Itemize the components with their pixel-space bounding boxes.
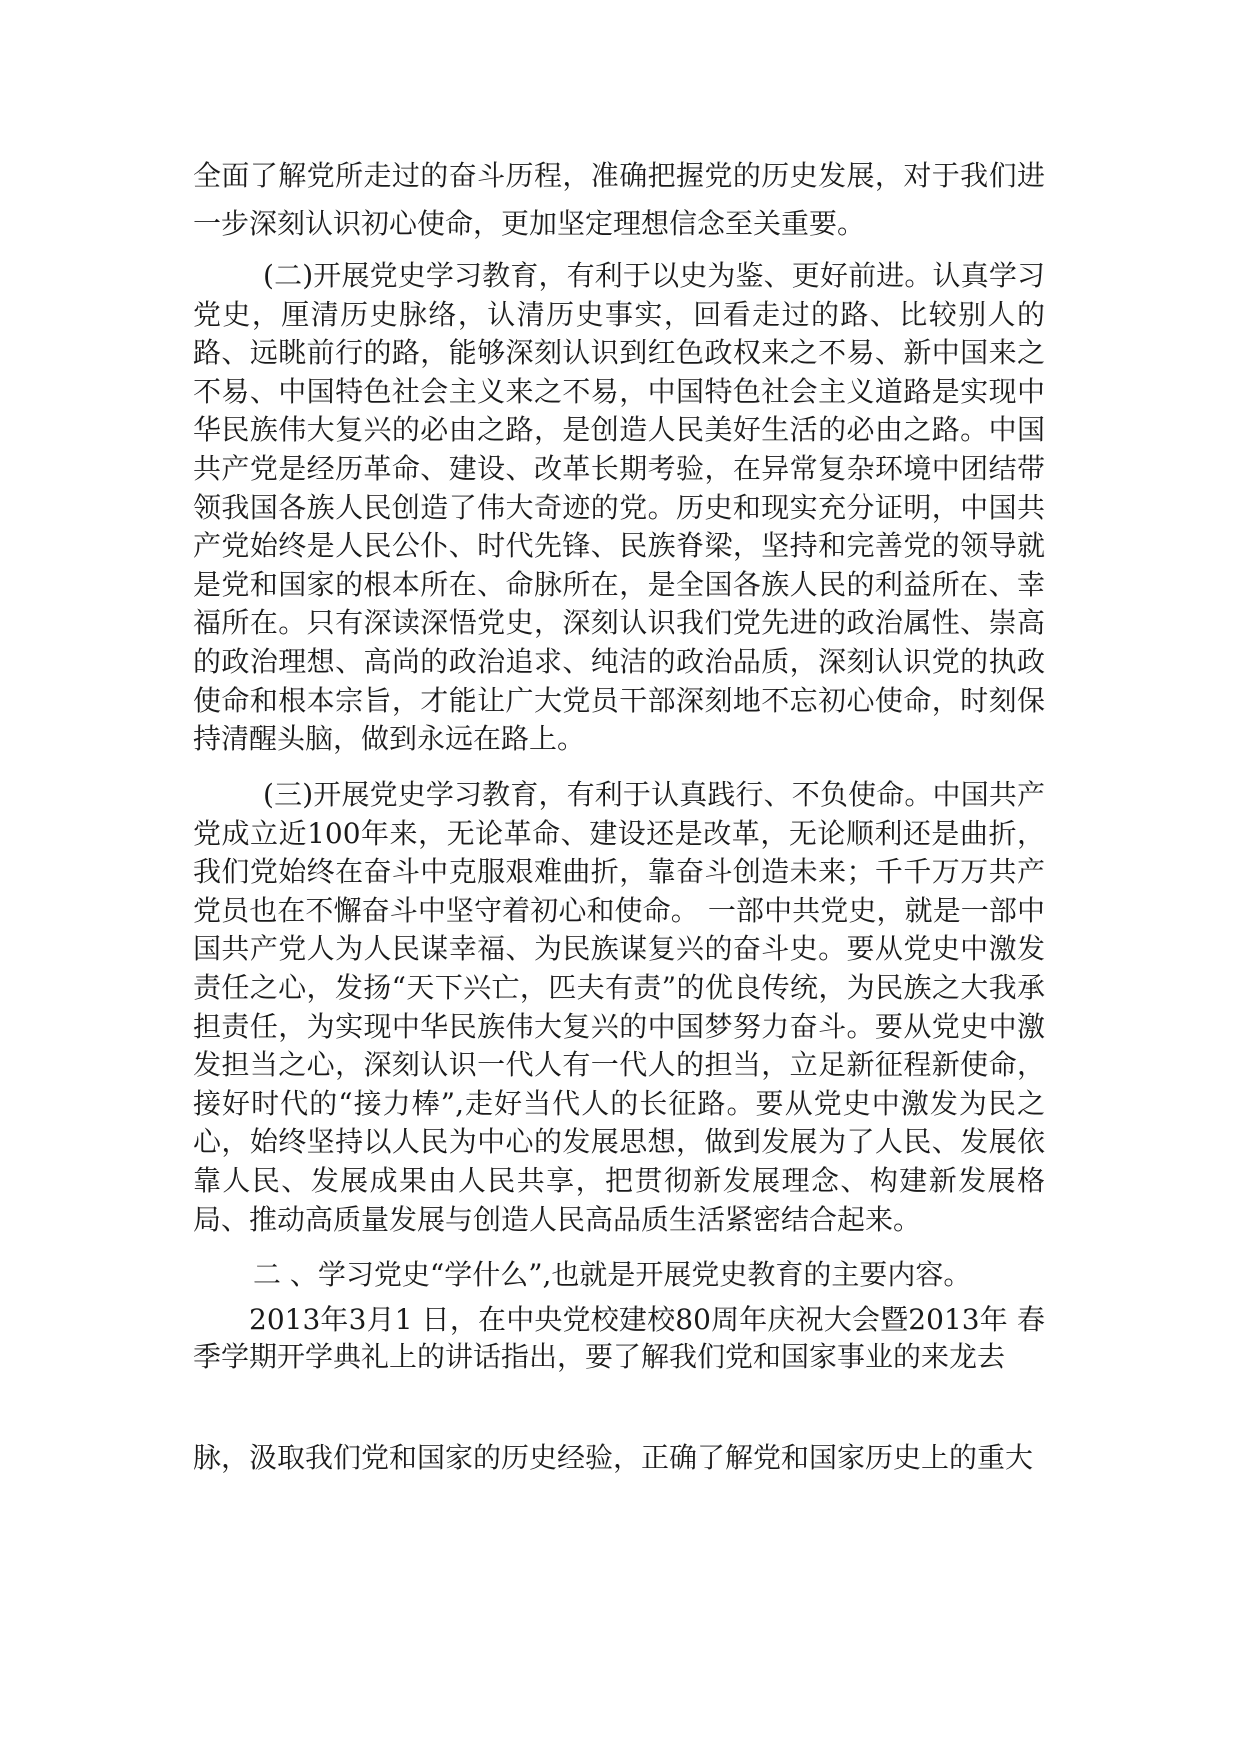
paragraph-2: (二)开展党史学习教育，有利于以史为鉴、更好前进。认真学习党史，厘清历史脉络，认清历史事实，回看走过的路、比较别人的路、远眺前行的路，能够深刻认识到红色政权来之不易、新中国来之不易、中国特色社会主义来之不易，中国特色社会主义道路是实现中华民族伟大复兴的必由之路，是创造人民美好生活的必由之路。中国共产党是经历革命、建设、改革长期考验，在异常复杂环境中团结带领我国各族人民创造了伟大奇迹的党。历史和现实充分证明，中国共产党始终是人民公仆、时代先锋、民族脊梁，坚持和完善党的领导就是党和国家的根本所在、命脉所在，是全国各族人民的利益所在、幸福所在。只有深读深悟党史，深刻认识我们党先进的政治属性、崇高的政治理想、高尚的政治追求、纯洁的政治品质，深刻认识党的执政使命和根本宗旨，才能让广大党员干部深刻地不忘初心使命，时刻保持清醒头脑，做到永远在路上。 [193, 259, 1045, 756]
section-heading-block [193, 1256, 1045, 1295]
paragraph-block-6 [193, 1439, 1045, 1478]
paragraph-block-1 [193, 152, 1045, 248]
paragraph-block-2 [193, 257, 1045, 759]
paragraph-5: 2013年3月1 日，在中央党校建校80周年庆祝大会暨2013年 春季学期开学典礼上的讲话指出，要了解我们党和国家事业的来龙去 [193, 1303, 1045, 1373]
section-heading: 二 、学习党史“学什么”,也就是开展党史教育的主要内容。 [253, 1258, 972, 1291]
paragraph-block-3 [193, 776, 1045, 1239]
paragraph-block-5 [193, 1301, 1045, 1375]
paragraph-1: 全面了解党所走过的奋斗历程，准确把握党的历史发展，对于我们进一步深刻认识初心使命，更加坚定理想信念至关重要。 [193, 159, 1045, 240]
paragraph-6: 脉，汲取我们党和国家的历史经验，正确了解党和国家历史上的重大 [193, 1441, 1034, 1474]
paragraph-3: (三)开展党史学习教育，有利于认真践行、不负使命。中国共产党成立近100年来，无论革命、建设还是改革，无论顺利还是曲折，我们党始终在奋斗中克服艰难曲折，靠奋斗创造未来；千千万万共产党员也在不懈奋斗中坚守着初心和使命。 一部中共党史，就是一部中国共产党人为人民谋幸福、为民族谋复兴的奋斗史。要从党史中激发责任之心，发扬“天下兴亡，匹夫有责”的优良传统，为民族之大我承担责任，为实现中华民族伟大复兴的中国梦努力奋斗。要从党史中激发担当之心，深刻认识一代人有一代人的担当，立足新征程新使命，接好时代的“接力棒”,走好当代人的长征路。要从党史中激发为民之心，始终坚持以人民为中心的发展思想，做到发展为了人民、发展依靠人民、发展成果由人民共享，把贯彻新发展理念、构建新发展格局、推动高质量发展与创造人民高品质生活紧密结合起来。 [193, 778, 1045, 1236]
